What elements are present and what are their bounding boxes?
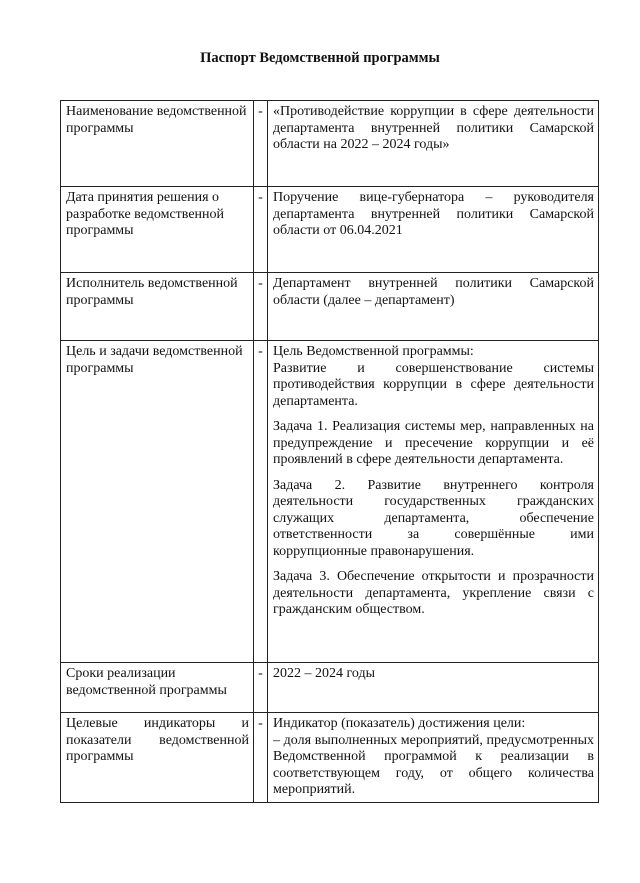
task-2: Задача 2. Развитие внутреннего контроля деятельности государственных гражданских служащих департамента, обеспечение ответственности за совершённые ими коррупционные правонарушения. bbox=[273, 477, 594, 559]
row-content: 2022 – 2024 годы bbox=[268, 663, 599, 713]
row-label: Цель и задачи ведомственной программы bbox=[61, 341, 254, 663]
table-row-goals-tasks bbox=[61, 341, 599, 663]
page-title: Паспорт Ведомственной программы bbox=[200, 50, 440, 66]
indicator-heading: Индикатор (показатель) достижения цели: bbox=[273, 716, 526, 731]
goal-text: Развитие и совершенствование системы противодействия коррупции в сфере деятельности департамента. bbox=[273, 360, 594, 409]
row-content: Поручение вице-губернатора – руководителя департамента внутренней политики Самарской области от 06.04.2021 bbox=[268, 187, 599, 273]
row-content: Департамент внутренней политики Самарской области (далее – департамент) bbox=[268, 273, 599, 341]
table-row-executor bbox=[61, 273, 599, 341]
row-label: Исполнитель ведомственной программы bbox=[61, 273, 254, 341]
goal-heading: Цель Ведомственной программы: bbox=[273, 344, 474, 359]
row-content bbox=[268, 341, 599, 663]
row-dash: - bbox=[254, 187, 268, 273]
indicator-item: – доля выполненных мероприятий, предусмотренных Ведомственной программой к реализации в соответствующем году, от общего количества мероприятий. bbox=[273, 732, 594, 797]
row-label: Дата принятия решения о разработке ведомственной программы bbox=[61, 187, 254, 273]
row-dash: - bbox=[254, 273, 268, 341]
table-row-program-name bbox=[61, 101, 599, 187]
row-dash: - bbox=[254, 663, 268, 713]
table-row-decision-date bbox=[61, 187, 599, 273]
table-row-terms bbox=[61, 663, 599, 713]
row-dash: - bbox=[254, 341, 268, 663]
row-dash: - bbox=[254, 713, 268, 803]
task-3: Задача 3. Обеспечение открытости и прозрачности деятельности департамента, укрепление связи с гражданским обществом. bbox=[273, 569, 594, 617]
row-label: Наименование ведомственной программы bbox=[61, 101, 254, 187]
table-row-indicators bbox=[61, 713, 599, 803]
task-1: Задача 1. Реализация системы мер, направленных на предупреждение и пресечение коррупции и её проявлений в сфере деятельности департамента. bbox=[273, 419, 594, 467]
row-label: Сроки реализации ведомственной программы bbox=[61, 663, 254, 713]
row-dash: - bbox=[254, 101, 268, 187]
row-content: «Противодействие коррупции в сфере деятельности департамента внутренней политики Самарской области на 2022 – 2024 годы» bbox=[268, 101, 599, 187]
passport-table bbox=[60, 100, 599, 803]
row-content bbox=[268, 713, 599, 803]
row-label: Целевые индикаторы и показатели ведомственной программы bbox=[61, 713, 254, 803]
